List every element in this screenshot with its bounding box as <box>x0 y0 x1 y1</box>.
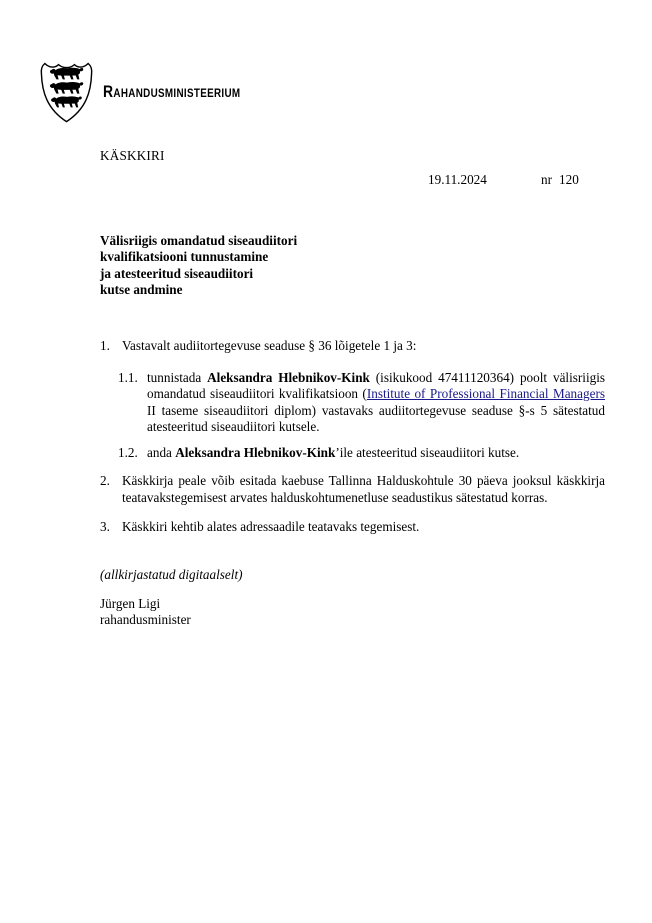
digital-signature-note: (allkirjastatud digitaalselt) <box>100 567 243 582</box>
list-marker: 3. <box>100 519 110 534</box>
document-date: 19.11.2024 <box>428 172 487 187</box>
document-number-label: nr <box>541 172 552 187</box>
decree-body <box>100 338 605 536</box>
list-item-1-1 <box>118 370 605 436</box>
text-segment: tunnistada <box>147 369 208 385</box>
text-segment: Käskkirja peale võib esitada kaebuse Tallinna Halduskohtule 30 päeva jooksul käskkirja teatavakstegemisest arvates halduskohtumenetluse seadustikus sätestatud korras. <box>122 473 605 505</box>
date-row <box>0 172 652 189</box>
subject-line: Välisriigis omandatud siseaudiitori <box>100 233 298 248</box>
institution-link[interactable]: Institute of Professional Financial Managers <box>366 386 605 401</box>
list-text <box>122 519 605 536</box>
subject-line: kutse andmine <box>100 281 183 297</box>
list-item-2 <box>100 473 605 506</box>
signer-title: rahandusminister <box>100 612 191 627</box>
list-marker: 1.2. <box>118 444 138 460</box>
list-text <box>122 473 605 506</box>
signature-block <box>100 567 243 629</box>
text-segment: ’ile atesteeritud siseaudiitori kutse. <box>335 444 520 460</box>
subject-line: ja atesteeritud siseaudiitori <box>100 265 254 281</box>
list-marker: 2. <box>100 473 110 488</box>
list-text <box>147 445 605 462</box>
subject-title <box>100 233 297 298</box>
list-text <box>122 338 605 355</box>
text-segment: Aleksandra Hlebnikov-Kink <box>207 369 370 385</box>
text-segment: (isikukood 47411120364) poolt välisriigis omandatud siseaudiitori kvalifikatsioon ( <box>147 369 606 401</box>
signer-name: Jürgen Ligi <box>100 595 161 611</box>
list-marker: 1.1. <box>118 369 138 385</box>
text-segment: II taseme siseaudiitori diplom) vastavaks audiitortegevuse seaduse §-s 5 sätestatud atesteeritud siseaudiitori kutsele. <box>147 402 605 434</box>
text-segment: Käskkiri kehtib alates adressaadile teatavaks tegemisest. <box>122 519 420 534</box>
text-segment: anda <box>147 444 176 460</box>
list-item-1 <box>100 338 605 355</box>
text-segment: Aleksandra Hlebnikov-Kink <box>175 444 336 460</box>
subject-line: kvalifikatsiooni tunnustamine <box>100 249 269 265</box>
letterhead <box>38 60 271 124</box>
list-text <box>147 370 605 436</box>
list-marker: 1. <box>100 338 110 353</box>
list-item-3 <box>100 519 605 536</box>
estonian-coat-of-arms-icon <box>38 60 95 124</box>
document-type: KÄSKKIRI <box>100 148 165 163</box>
org-name: Rahandusministeerium <box>103 81 241 101</box>
document-number: 120 <box>559 172 579 187</box>
text-segment: Vastavalt audiitortegevuse seaduse § 36 lõigetele 1 ja 3: <box>122 338 417 353</box>
list-item-1-2 <box>118 445 605 462</box>
